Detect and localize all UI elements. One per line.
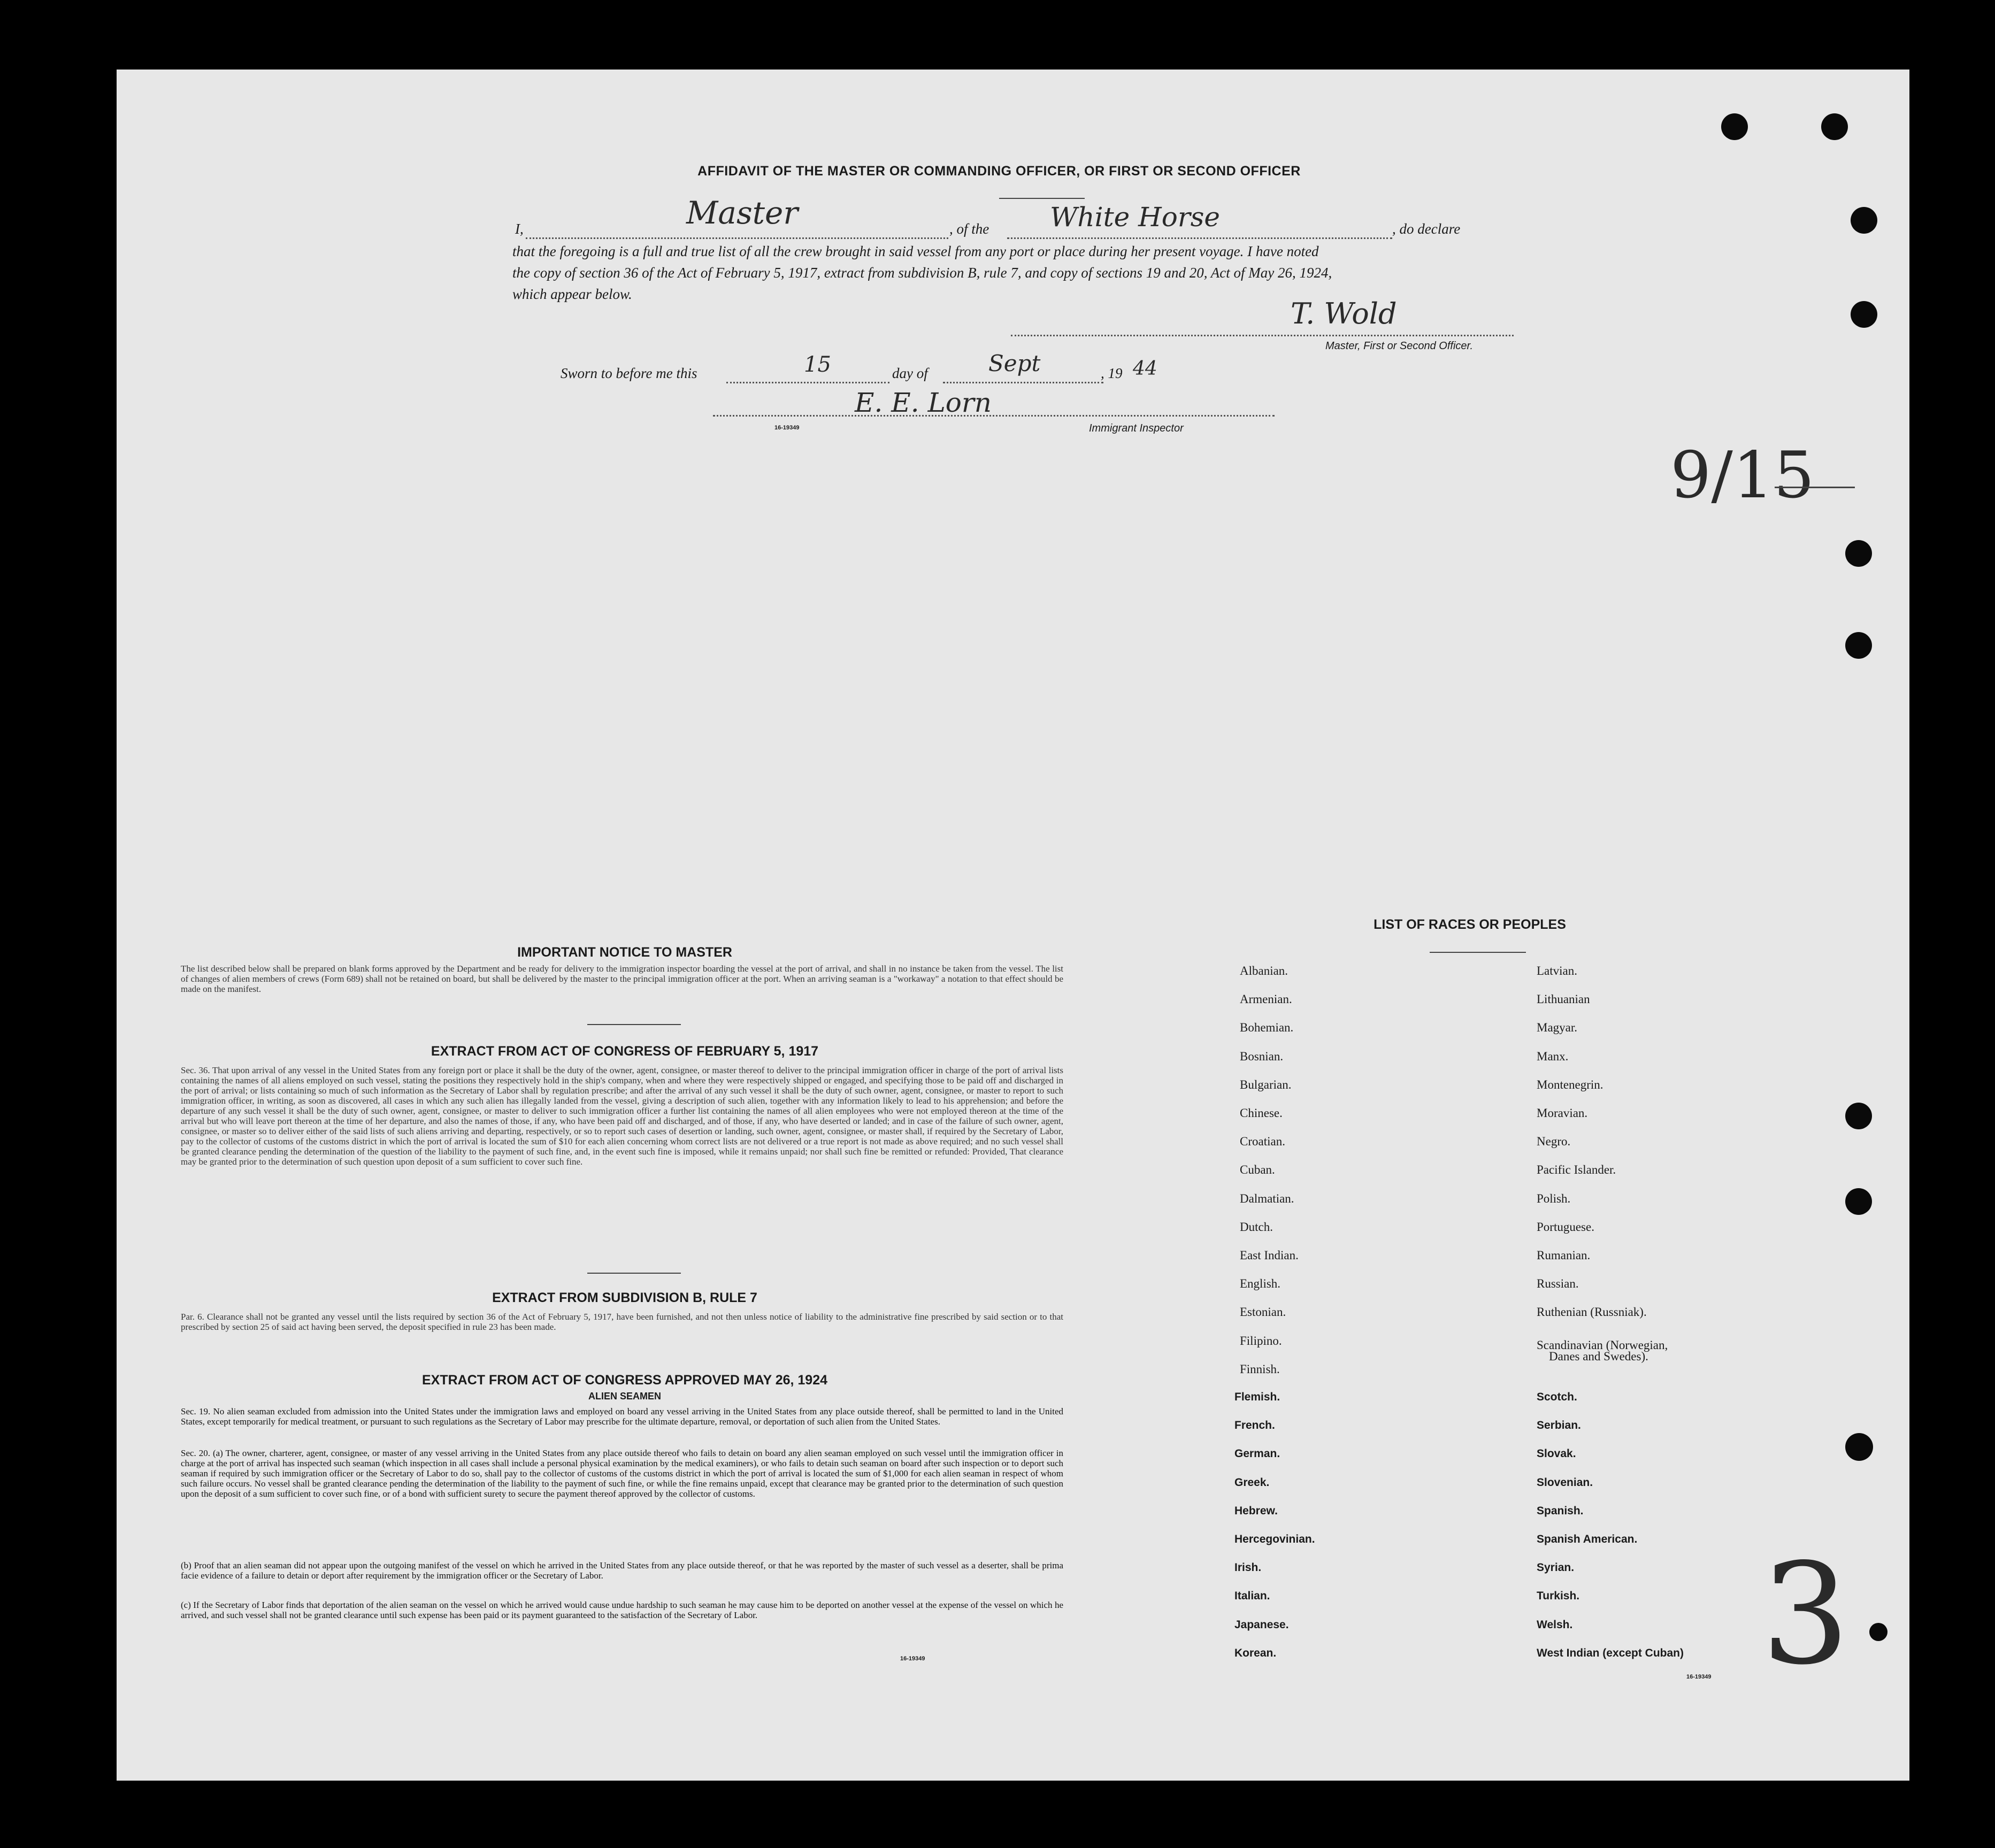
of-the-label: , of the [949, 221, 989, 237]
race-item: Scotch. [1537, 1391, 1577, 1403]
race-item: Russian. [1537, 1277, 1579, 1291]
officer-signature-caption: Master, First or Second Officer. [1325, 340, 1474, 352]
race-item: Welsh. [1537, 1618, 1573, 1631]
act1924-sec19: Sec. 19. No alien seaman excluded from admission into the United States under the immigration laws and employed on board any vessel arriving in the United States from any place outside thereof, shall be permitted to land in the United States, except temporarily for medical treatment, or pursuant to such regulations as the Secretary of Labor may prescribe for the ultimate departure, removal, or deportation of such alien from the United States. [181, 1406, 1063, 1427]
race-item: Albanian. [1240, 964, 1288, 977]
race-item: Scandinavian (Norwegian, [1537, 1338, 1668, 1352]
margin-note: 9/15 [1670, 438, 1815, 513]
race-item: Spanish. [1537, 1504, 1584, 1517]
race-item: Slovak. [1537, 1447, 1576, 1460]
race-item: Serbian. [1537, 1419, 1581, 1432]
document-page [117, 70, 1909, 1781]
inspector-signature: E. E. Lorn [855, 387, 992, 418]
punch-hole [1845, 1188, 1872, 1215]
race-item: Hebrew. [1234, 1504, 1278, 1517]
race-item: Slovenian. [1537, 1476, 1593, 1489]
race-item: Ruthenian (Russniak). [1537, 1305, 1647, 1319]
punch-hole [1821, 113, 1848, 140]
punch-hole [1845, 632, 1872, 659]
notice-divider-2 [587, 1273, 681, 1274]
race-item: Hercegovinian. [1234, 1533, 1315, 1545]
act1917-title: EXTRACT FROM ACT OF CONGRESS OF FEBRUARY 5, 1917 [431, 1044, 819, 1059]
race-item: Chinese. [1240, 1106, 1283, 1120]
race-item: Spanish American. [1537, 1533, 1638, 1545]
race-item: Greek. [1234, 1476, 1270, 1489]
punch-hole [1845, 1103, 1872, 1129]
notice-form-number: 16-19349 [900, 1656, 925, 1662]
race-item: German. [1234, 1447, 1280, 1460]
affidavit-title: AFFIDAVIT OF THE MASTER OR COMMANDING OFFICER, OR FIRST OR SECOND OFFICER [697, 164, 1301, 179]
punch-hole [1845, 1433, 1873, 1461]
act1924-sec20b: (b) Proof that an alien seaman did not appear upon the outgoing manifest of the vessel on which he arrived in the United States from any place outside thereof, or that he was reported by the master of such vessel as a deserter, shall be prima facie evidence of a failure to detain or deport after requirement by the immigration officer or the Secretary of Labor. [181, 1560, 1063, 1581]
affidavit-line-4: which appear below. [512, 286, 632, 302]
race-item: French. [1234, 1419, 1275, 1432]
race-item: Negro. [1537, 1135, 1571, 1149]
act1924-title: EXTRACT FROM ACT OF CONGRESS APPROVED MAY 26, 1924 [421, 1373, 828, 1388]
vessel-handwritten: White Horse [1050, 202, 1221, 233]
act1924-sec20c: (c) If the Secretary of Labor finds that deportation of the alien seaman on the vessel on which he arrived would cause undue hardship to such seaman he may cause him to be deported on another vessel at the expense of the vessel on which he arrived, and such vessel shall not be granted clearance until such expense has been paid or its payment guaranteed to the satisfaction of the Secretary of Labor. [181, 1600, 1063, 1620]
race-item: East Indian. [1240, 1249, 1299, 1262]
sworn-line [561, 350, 1309, 389]
race-item: Finnish. [1240, 1362, 1280, 1376]
race-item: Lithuanian [1537, 992, 1590, 1006]
race-item: Rumanian. [1537, 1249, 1591, 1262]
margin-note-underline [1775, 487, 1855, 488]
rule7-title: EXTRACT FROM SUBDIVISION B, RULE 7 [492, 1290, 757, 1305]
race-item: Bohemian. [1240, 1021, 1294, 1035]
day-of-label: day of [892, 365, 928, 381]
title-divider [999, 198, 1085, 199]
race-item: Manx. [1537, 1049, 1569, 1063]
race-item: Irish. [1234, 1561, 1262, 1574]
race-item: Dutch. [1240, 1220, 1273, 1234]
race-item: Italian. [1234, 1590, 1270, 1603]
race-item: Turkish. [1537, 1590, 1580, 1603]
act1917-body: Sec. 36. That upon arrival of any vessel in the United States from any foreign port or place it shall be the duty of the owner, agent, consignee, or master thereof to deliver to the principal immigration officer in charge of the port of arrival lists containing the names of all aliens employed on such vessel, stating the positions they respectively hold in the ship's company, when and where they were respectively shipped or engaged, and specifying those to be paid off and discharged in the port of arrival; or lists containing so much of such information as the Secretary of Labor shall by regulation prescribe; and after the arrival of any such vessel it shall be the duty of such owner, agent, consignee, or master to report to such immigration officer, in writing, as soon as discovered, all cases in which any such alien has illegally landed from the vessel, giving a description of such alien, together with any information likely to lead to his apprehension; and before the departure of any such vessel it shall be the duty of such owner, agent, consignee, or master to deliver to such immigration officer a further list containing the names of all alien employees who were not employed thereon at the time of the arrival but who will leave port thereon at the time of her departure, and also the names of those, if any, who have been paid off and discharged, and of those, if any, who have deserted or landed; and in case of the failure of such owner, agent, consignee, or master so to deliver either of the said lists of such aliens arriving and departing, respectively, or so to report such cases of desertion or landing, such owner, agent, consignee, or master shall, if required by the Secretary of Labor, pay to the collector of customs of the customs district in which the port of arrival is located the sum of $10 for each alien concerning whom correct lists are not delivered or a true report is not made as above required; and no such vessel shall be granted clearance pending the determination of the question of the liability to the payment of such fine, and, in the event such fine is imposed, while it remains unpaid; nor shall such fine be remitted or refunded: Provided, That clearance may be granted prior to the determination of such question upon deposit of a sum sufficient to cover such fine. [181, 1065, 1063, 1167]
sworn-label: Sworn to before me this [561, 365, 697, 381]
officer-blank [526, 237, 948, 239]
punch-hole [1851, 207, 1877, 234]
notice-divider-1 [587, 1024, 681, 1025]
officer-handwritten: Master [686, 195, 799, 231]
race-item: Armenian. [1240, 992, 1292, 1006]
race-item: Pacific Islander. [1537, 1163, 1616, 1177]
officer-signature-line [1011, 335, 1514, 336]
officer-signature: T. Wold [1291, 297, 1397, 330]
act1924-subtitle: ALIEN SEAMEN [588, 1391, 661, 1402]
day-blank [726, 382, 889, 383]
race-item: Korean. [1234, 1646, 1277, 1659]
race-item: West Indian (except Cuban) [1537, 1646, 1684, 1659]
affidavit-line-3: the copy of section 36 of the Act of February 5, 1917, extract from subdivision B, rule 7, and copy of sections 19 and 20, Act of May 26, 1924, [512, 265, 1332, 281]
race-item: Filipino. [1240, 1334, 1282, 1348]
i-label: I, [515, 221, 524, 237]
inspector-signature-line [713, 415, 1275, 417]
races-divider [1430, 952, 1526, 953]
affidavit-form-number: 16-19349 [774, 425, 800, 431]
race-item: Magyar. [1537, 1021, 1578, 1035]
notice-body: The list described below shall be prepared on blank forms approved by the Department and be ready for delivery to the immigration inspector boarding the vessel at the port of arrival, and shall in no instance be taken from the vessel. The list of changes of alien members of crews (Form 689) shall not be retained on board, but shall be delivered by the master to the principal immigration officer at the port. When an arriving seaman is a "workaway" a notation to that effect should be made on the manifest. [181, 964, 1063, 994]
race-item: Flemish. [1234, 1391, 1280, 1403]
race-item: Montenegrin. [1537, 1077, 1603, 1091]
race-item: Latvian. [1537, 964, 1577, 977]
race-item: Bosnian. [1240, 1049, 1284, 1063]
vessel-blank [1007, 237, 1392, 239]
punch-hole [1721, 113, 1748, 140]
punch-hole [1869, 1623, 1887, 1641]
race-item: Croatian. [1240, 1135, 1285, 1149]
races-title: LIST OF RACES OR PEOPLES [1374, 917, 1566, 932]
inspector-caption: Immigrant Inspector [1089, 422, 1184, 434]
race-item: Bulgarian. [1240, 1077, 1292, 1091]
race-item: Danes and Swedes). [1549, 1349, 1648, 1363]
year-handwritten: 44 [1133, 358, 1157, 380]
punch-hole [1851, 301, 1877, 328]
month-blank [943, 382, 1103, 383]
race-item: Moravian. [1537, 1106, 1588, 1120]
page-number-handwritten: 3 [1761, 1534, 1850, 1696]
race-item: Polish. [1537, 1191, 1571, 1205]
punch-hole [1845, 540, 1872, 567]
notice-title: IMPORTANT NOTICE TO MASTER [517, 945, 732, 960]
race-item: Portuguese. [1537, 1220, 1594, 1234]
races-form-number: 16-19349 [1686, 1674, 1712, 1680]
month-handwritten: Sept [988, 350, 1041, 376]
act1924-sec20a: Sec. 20. (a) The owner, charterer, agent, consignee, or master of any vessel arriving in the United States from any place outside thereof who fails to detain on board any alien seaman employed on such vessel until the immigration officer in charge at the port of arrival has inspected such seaman (which inspection in all cases shall include a personal physical examination by the medical examiners), or who fails to detain such seaman on board after such inspection or to deport such seaman if required by such immigration officer or the Secretary of Labor to do so, shall pay to the collector of customs of the customs district in which the port of arrival is located the sum of $1,000 for each alien seaman in respect of whom such failure occurs. No vessel shall be granted clearance pending the determination of the liability to the payment of such fine, or while the fine remains unpaid, except that clearance may be granted prior to the determination of such question upon the deposit of a sum sufficient to cover such fine, or of a bond with sufficient surety to secure the payment thereof approved by the collector of customs. [181, 1448, 1063, 1499]
race-item: Japanese. [1234, 1618, 1289, 1631]
rule7-body: Par. 6. Clearance shall not be granted any vessel until the lists required by section 36 of the Act of February 5, 1917, have been furnished, and not then unless notice of liability to the administrative fine prescribed by said section or to that prescribed by section 25 of said act having been served, the deposit specified in rule 23 has been made. [181, 1312, 1063, 1332]
race-item: English. [1240, 1277, 1281, 1291]
race-item: Dalmatian. [1240, 1191, 1294, 1205]
day-handwritten: 15 [804, 352, 831, 377]
affidavit-line-2: that the foregoing is a full and true list of all the crew brought in said vessel from any port or place during her present voyage. I have noted [512, 243, 1319, 259]
race-item: Estonian. [1240, 1305, 1286, 1319]
race-item: Cuban. [1240, 1163, 1275, 1177]
race-item: Syrian. [1537, 1561, 1575, 1574]
year-prefix: , 19 [1101, 365, 1123, 381]
do-declare-label: , do declare [1392, 221, 1461, 237]
